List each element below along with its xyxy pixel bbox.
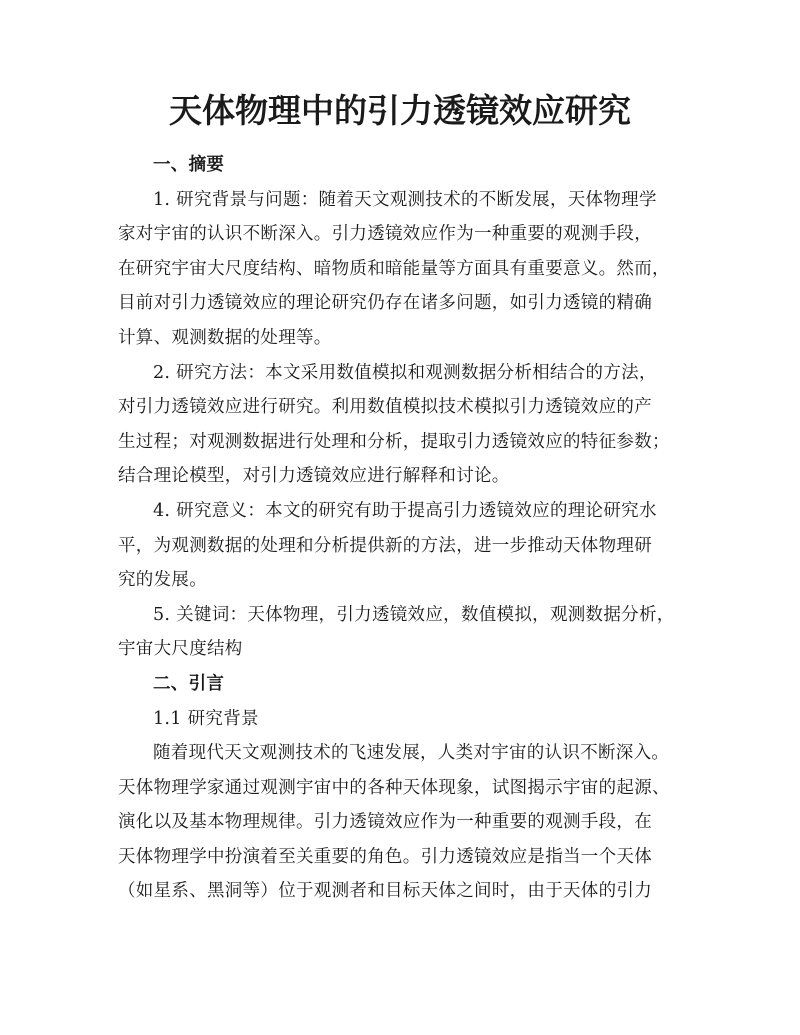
document-body (118, 148, 688, 909)
text-line: （如星系、黑洞等）位于观测者和目标天体之间时，由于天体的引力 (118, 881, 652, 902)
text-line: 究的发展。 (118, 570, 207, 591)
document-title: 天体物理中的引力透镜效应研究 (169, 91, 631, 130)
text-line: 随着现代天文观测技术的飞速发展，人类对宇宙的认识不断深入。 (153, 743, 670, 764)
text-line: 2. 研究方法：本文采用数值模拟和观测数据分析相结合的方法， (153, 362, 657, 383)
text-line: 天体物理学家通过观测宇宙中的各种天体现象，试图揭示宇宙的起源、 (118, 777, 670, 798)
section-heading: 二、引言 (153, 673, 225, 694)
text-line: 天体物理学中扮演着至关重要的角色。引力透镜效应是指当一个天体 (118, 846, 652, 867)
text-line: 家对宇宙的认识不断深入。引力透镜效应作为一种重要的观测手段， (118, 224, 652, 245)
text-line: 在研究宇宙大尺度结构、暗物质和暗能量等方面具有重要意义。然而， (118, 258, 670, 279)
text-line: 目前对引力透镜效应的理论研究仍存在诸多问题，如引力透镜的精确 (118, 293, 652, 314)
text-line: 生过程；对观测数据进行处理和分析，提取引力透镜效应的特征参数； (118, 431, 670, 452)
text-line: 对引力透镜效应进行研究。利用数值模拟技术模拟引力透镜效应的产 (118, 397, 652, 418)
text-line: 平，为观测数据的处理和分析提供新的方法，进一步推动天体物理研 (118, 535, 652, 556)
text-line: 计算、观测数据的处理等。 (118, 327, 332, 348)
text-line: 4. 研究意义：本文的研究有助于提高引力透镜效应的理论研究水 (153, 500, 657, 521)
section-heading: 一、摘要 (153, 155, 225, 175)
text-line: 1. 研究背景与问题：随着天文观测技术的不断发展，天体物理学 (153, 189, 657, 210)
text-line: 1.1 研究背景 (153, 708, 259, 729)
text-line: 演化以及基本物理规律。引力透镜效应作为一种重要的观测手段，在 (118, 812, 652, 833)
text-line: 宇宙大尺度结构 (118, 639, 243, 660)
text-line: 结合理论模型，对引力透镜效应进行解释和讨论。 (118, 466, 510, 487)
text-line: 5. 关键词：天体物理，引力透镜效应，数值模拟，观测数据分析， (153, 604, 675, 625)
